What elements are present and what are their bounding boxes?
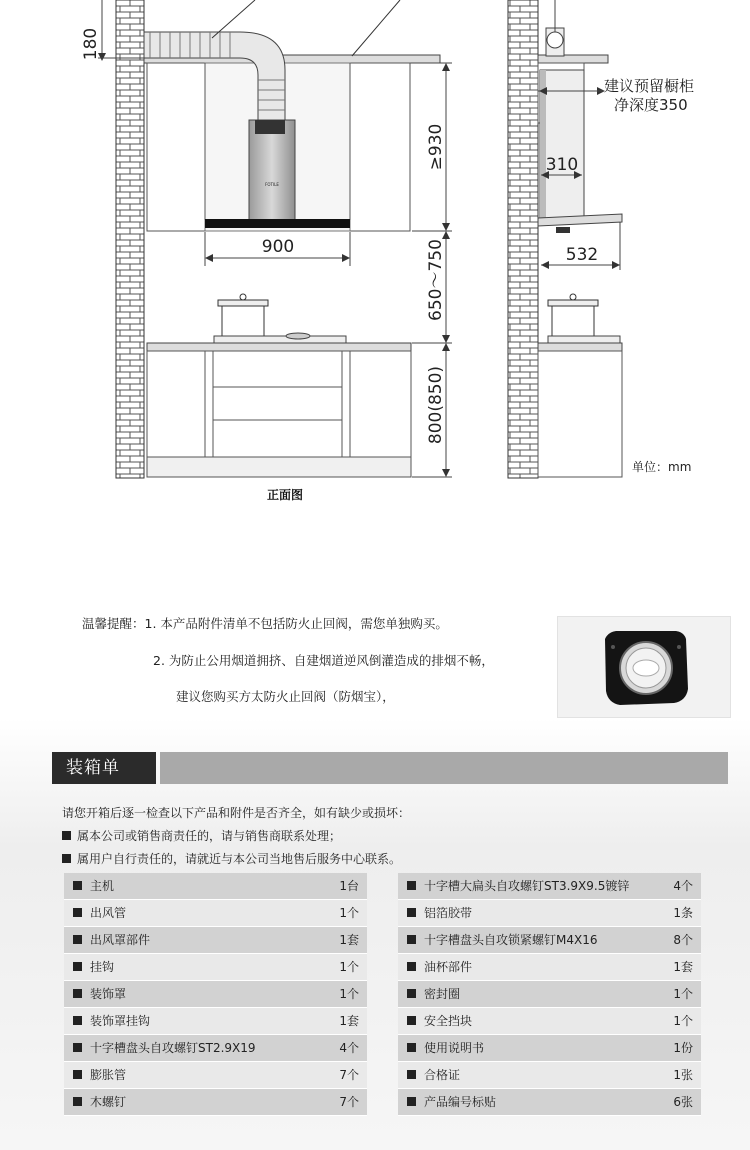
unit-note: 单位：mm [632,460,692,474]
countertop [147,343,411,351]
table-row: 密封圈 1个 [398,981,701,1008]
table-row: 十字槽大扁头自攻螺钉ST3.9X9.5镀锌 4个 [398,873,701,900]
dim-hood-width: 900 [261,237,295,257]
installation-diagram [0,0,750,520]
hood-plate [205,219,350,228]
packing-table-left [64,873,367,1116]
packing-bullet-2: 属用户自行责任的，请就近与本公司当地售后服务中心联系。 [62,850,401,867]
table-row: 装饰罩 1个 [64,981,367,1008]
reminder-line-1: 温馨提醒：1. 本产品附件清单不包括防火止回阀，需您单独购买。 [82,616,448,631]
packing-list-title: 装箱单 [52,752,156,784]
upper-cabinet-left [147,63,205,231]
reminder-line-3: 建议您购买方太防火止回阀（防烟宝）， [176,689,395,704]
check-valve-photo [557,616,731,718]
dim-hood-height: 650～750 [426,239,446,321]
left-brick-wall [116,0,144,478]
side-pot-icon [548,294,620,343]
side-hood-chimney [540,70,584,220]
table-row: 出风罩部件 1套 [64,927,367,954]
pot-icon [214,294,346,343]
table-row: 出风管 1个 [64,900,367,927]
table-row: 挂钩 1个 [64,954,367,981]
table-row: 铝箔胶带 1条 [398,900,701,927]
table-row: 十字槽盘头自攻锁紧螺钉M4X16 8个 [398,927,701,954]
packing-intro: 请您开箱后逐一检查以下产品和附件是否齐全，如有缺少或损坏： [62,806,411,820]
packing-title-bar [160,752,728,784]
hood-body [249,120,295,220]
table-row: 木螺钉 7个 [64,1089,367,1116]
table-row: 装饰罩挂钩 1套 [64,1008,367,1035]
table-row: 十字槽盘头自攻螺钉ST2.9X19 4个 [64,1035,367,1062]
dim-top-gap: 180 [81,27,101,61]
right-brick-wall [508,0,538,478]
side-note-line2: 净深度350 [614,96,688,114]
table-row: 主机 1台 [64,873,367,900]
packing-table-right [398,873,701,1116]
dim-counter-height: 800(850) [426,365,446,445]
table-row: 油杯部件 1套 [398,954,701,981]
table-row: 膨胀管 7个 [64,1062,367,1089]
brand-mark: FOTILE [265,182,279,187]
dim-side-depth: 310 [545,155,579,175]
upper-cabinet-right [350,63,410,231]
reminder-line-2: 2. 为防止公用烟道拥挤、自建烟道逆风倒灌造成的排烟不畅， [153,653,494,668]
diagram-caption: 正面图 [266,488,303,502]
dim-side-width: 532 [565,245,599,265]
table-row: 合格证 1张 [398,1062,701,1089]
table-row: 产品编号标贴 6张 [398,1089,701,1116]
table-row: 安全挡块 1个 [398,1008,701,1035]
dim-cabinet-height: ≥930 [426,123,446,171]
side-note-line1: 建议预留橱柜 [604,77,695,95]
side-duct [546,0,564,56]
table-row: 使用说明书 1份 [398,1035,701,1062]
packing-bullet-1: 属本公司或销售商责任的，请与销售商联系处理； [62,827,341,844]
